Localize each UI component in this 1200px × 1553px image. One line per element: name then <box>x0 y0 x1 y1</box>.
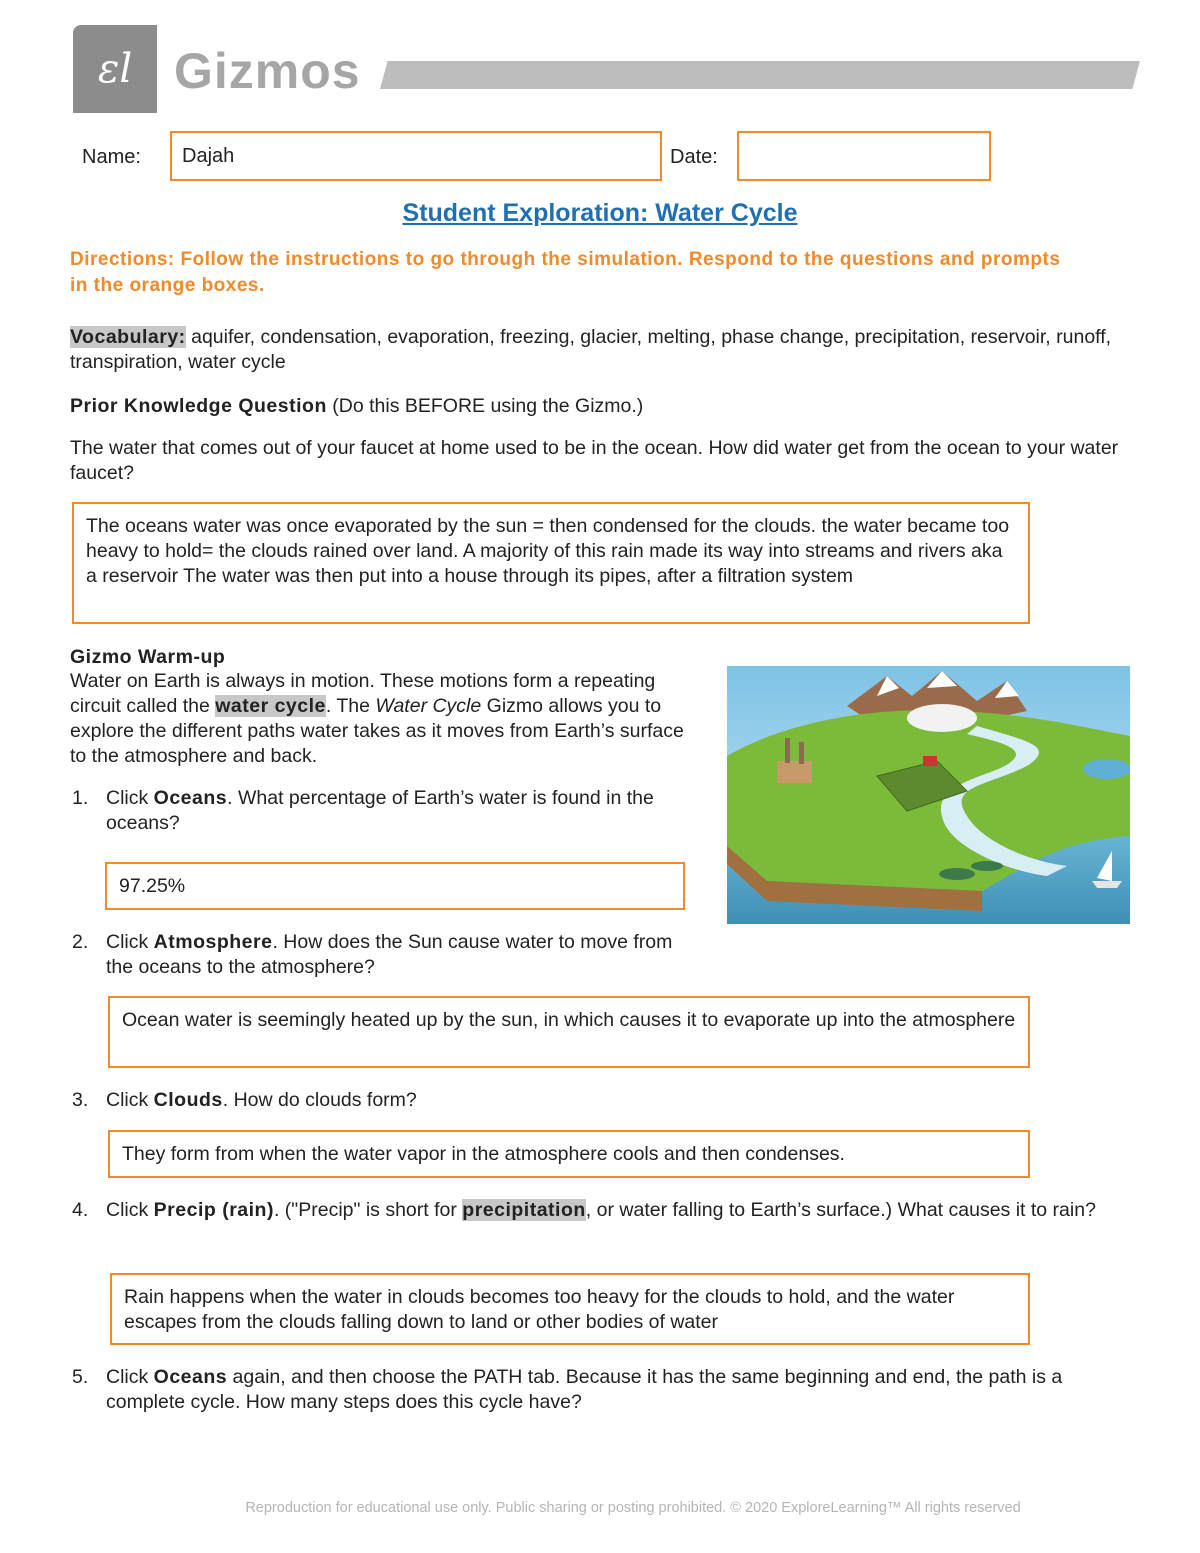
date-field[interactable] <box>737 131 991 181</box>
question-1-text <box>106 786 686 836</box>
question-number: 4. <box>72 1199 89 1221</box>
explorelearning-logo <box>73 25 157 113</box>
gizmos-brand-title: Gizmos <box>174 43 361 99</box>
question-number: 2. <box>72 931 89 953</box>
barn <box>923 756 937 766</box>
name-field[interactable]: Dajah <box>170 131 662 181</box>
question-3-pre: Click <box>106 1089 154 1111</box>
question-number: 5. <box>72 1366 89 1388</box>
prior-knowledge-note: (Do this BEFORE using the Gizmo.) <box>332 395 644 417</box>
question-3-text <box>106 1088 1006 1113</box>
question-1-button-name: Oceans <box>153 787 228 809</box>
prior-knowledge-answer-box[interactable]: The oceans water was once evaporated by the sun = then condensed for the clouds. the water became too heavy to hold= the clouds rained over land. A majority of this rain made its way into streams and rivers aka a reservoir The water was then put into a house through its pipes, after a filtration system <box>72 502 1030 624</box>
warmup-intro-text-1: Water on Earth is always in motion. These motions form a repeating circuit called the <box>70 670 656 717</box>
prior-knowledge-question: The water that comes out of your faucet at home used to be in the ocean. How did water get from the ocean to your water faucet? <box>70 437 1119 484</box>
question-4-post: , or water falling to Earth’s surface.) What causes it to rain? <box>585 1199 1096 1221</box>
question-2-button-name: Atmosphere <box>153 931 273 953</box>
factory <box>777 761 812 783</box>
question-1-pre: Click <box>106 787 154 809</box>
precipitation-term: precipitation <box>462 1199 586 1221</box>
cloud <box>907 704 977 732</box>
header-divider-bar <box>380 61 1140 89</box>
prior-knowledge-heading: Prior Knowledge Question <box>70 395 327 417</box>
date-label: Date: <box>670 146 718 168</box>
gizmo-name-italic: Water Cycle <box>375 695 482 717</box>
warmup-intro <box>70 669 700 769</box>
chimney <box>785 738 790 763</box>
question-4-answer-box[interactable]: Rain happens when the water in clouds becomes too heavy for the clouds to hold, and the water escapes from the clouds falling down to land or other bodies of water <box>110 1273 1030 1345</box>
vocabulary-terms: aquifer, condensation, evaporation, freezing, glacier, melting, phase change, precipitation, reservoir, runoff, transpiration, water cycle <box>70 326 1112 373</box>
question-3-button-name: Clouds <box>153 1089 223 1111</box>
question-number: 1. <box>72 787 89 809</box>
page-title: Student Exploration: Water Cycle <box>402 199 798 227</box>
question-5-pre: Click <box>106 1366 154 1388</box>
question-3-answer-box[interactable]: They form from when the water vapor in the atmosphere cools and then condenses. <box>108 1130 1030 1178</box>
treatment-pool <box>939 868 975 880</box>
vocabulary-label: Vocabulary: <box>70 326 186 348</box>
copyright-footer: Reproduction for educational use only. Public sharing or posting prohibited. © 2020 ExploreLearning™ All rights reserved <box>245 1500 1021 1516</box>
question-2-text <box>106 930 696 980</box>
prior-knowledge-heading-line <box>70 394 1130 419</box>
lake <box>1083 759 1130 779</box>
question-2-answer-box[interactable]: Ocean water is seemingly heated up by the sun, in which causes it to evaporate up into the atmosphere <box>108 996 1030 1068</box>
question-1-post: . What percentage of Earth’s water is found in the oceans? <box>106 787 654 834</box>
directions-text: Directions: Follow the instructions to go through the simulation. Respond to the questions and prompts in the orange boxes. <box>70 249 1061 296</box>
question-3-post: . How do clouds form? <box>222 1089 417 1111</box>
question-4-pre: Click <box>106 1199 154 1221</box>
warmup-intro-text-2: . The <box>325 695 376 717</box>
question-1-answer-box[interactable]: 97.25% <box>105 862 685 910</box>
question-4-text <box>106 1198 1126 1223</box>
sailboat-hull <box>1092 881 1122 888</box>
water-cycle-term: water cycle <box>215 695 326 717</box>
chimney <box>799 742 804 764</box>
question-4-mid: . ("Precip" is short for <box>273 1199 463 1221</box>
question-4-button-name: Precip (rain) <box>153 1199 274 1221</box>
question-5-text <box>106 1365 1136 1415</box>
question-2-post: . How does the Sun cause water to move from the oceans to the atmosphere? <box>106 931 673 978</box>
name-label: Name: <box>82 146 141 168</box>
vocabulary-paragraph <box>70 325 1130 375</box>
logo-glyph: ɛl <box>97 46 133 92</box>
water-cycle-illustration <box>727 666 1130 924</box>
warmup-heading: Gizmo Warm-up <box>70 646 226 668</box>
treatment-pool <box>971 861 1003 871</box>
question-number: 3. <box>72 1089 89 1111</box>
question-5-button-name: Oceans <box>153 1366 228 1388</box>
question-5-post: again, and then choose the PATH tab. Because it has the same beginning and end, the path is a complete cycle. How many steps does this cycle have? <box>106 1366 1063 1413</box>
warmup-intro-text-3: Gizmo allows you to explore the different paths water takes as it moves from Earth’s surface to the atmosphere and back. <box>70 695 684 767</box>
question-2-pre: Click <box>106 931 154 953</box>
